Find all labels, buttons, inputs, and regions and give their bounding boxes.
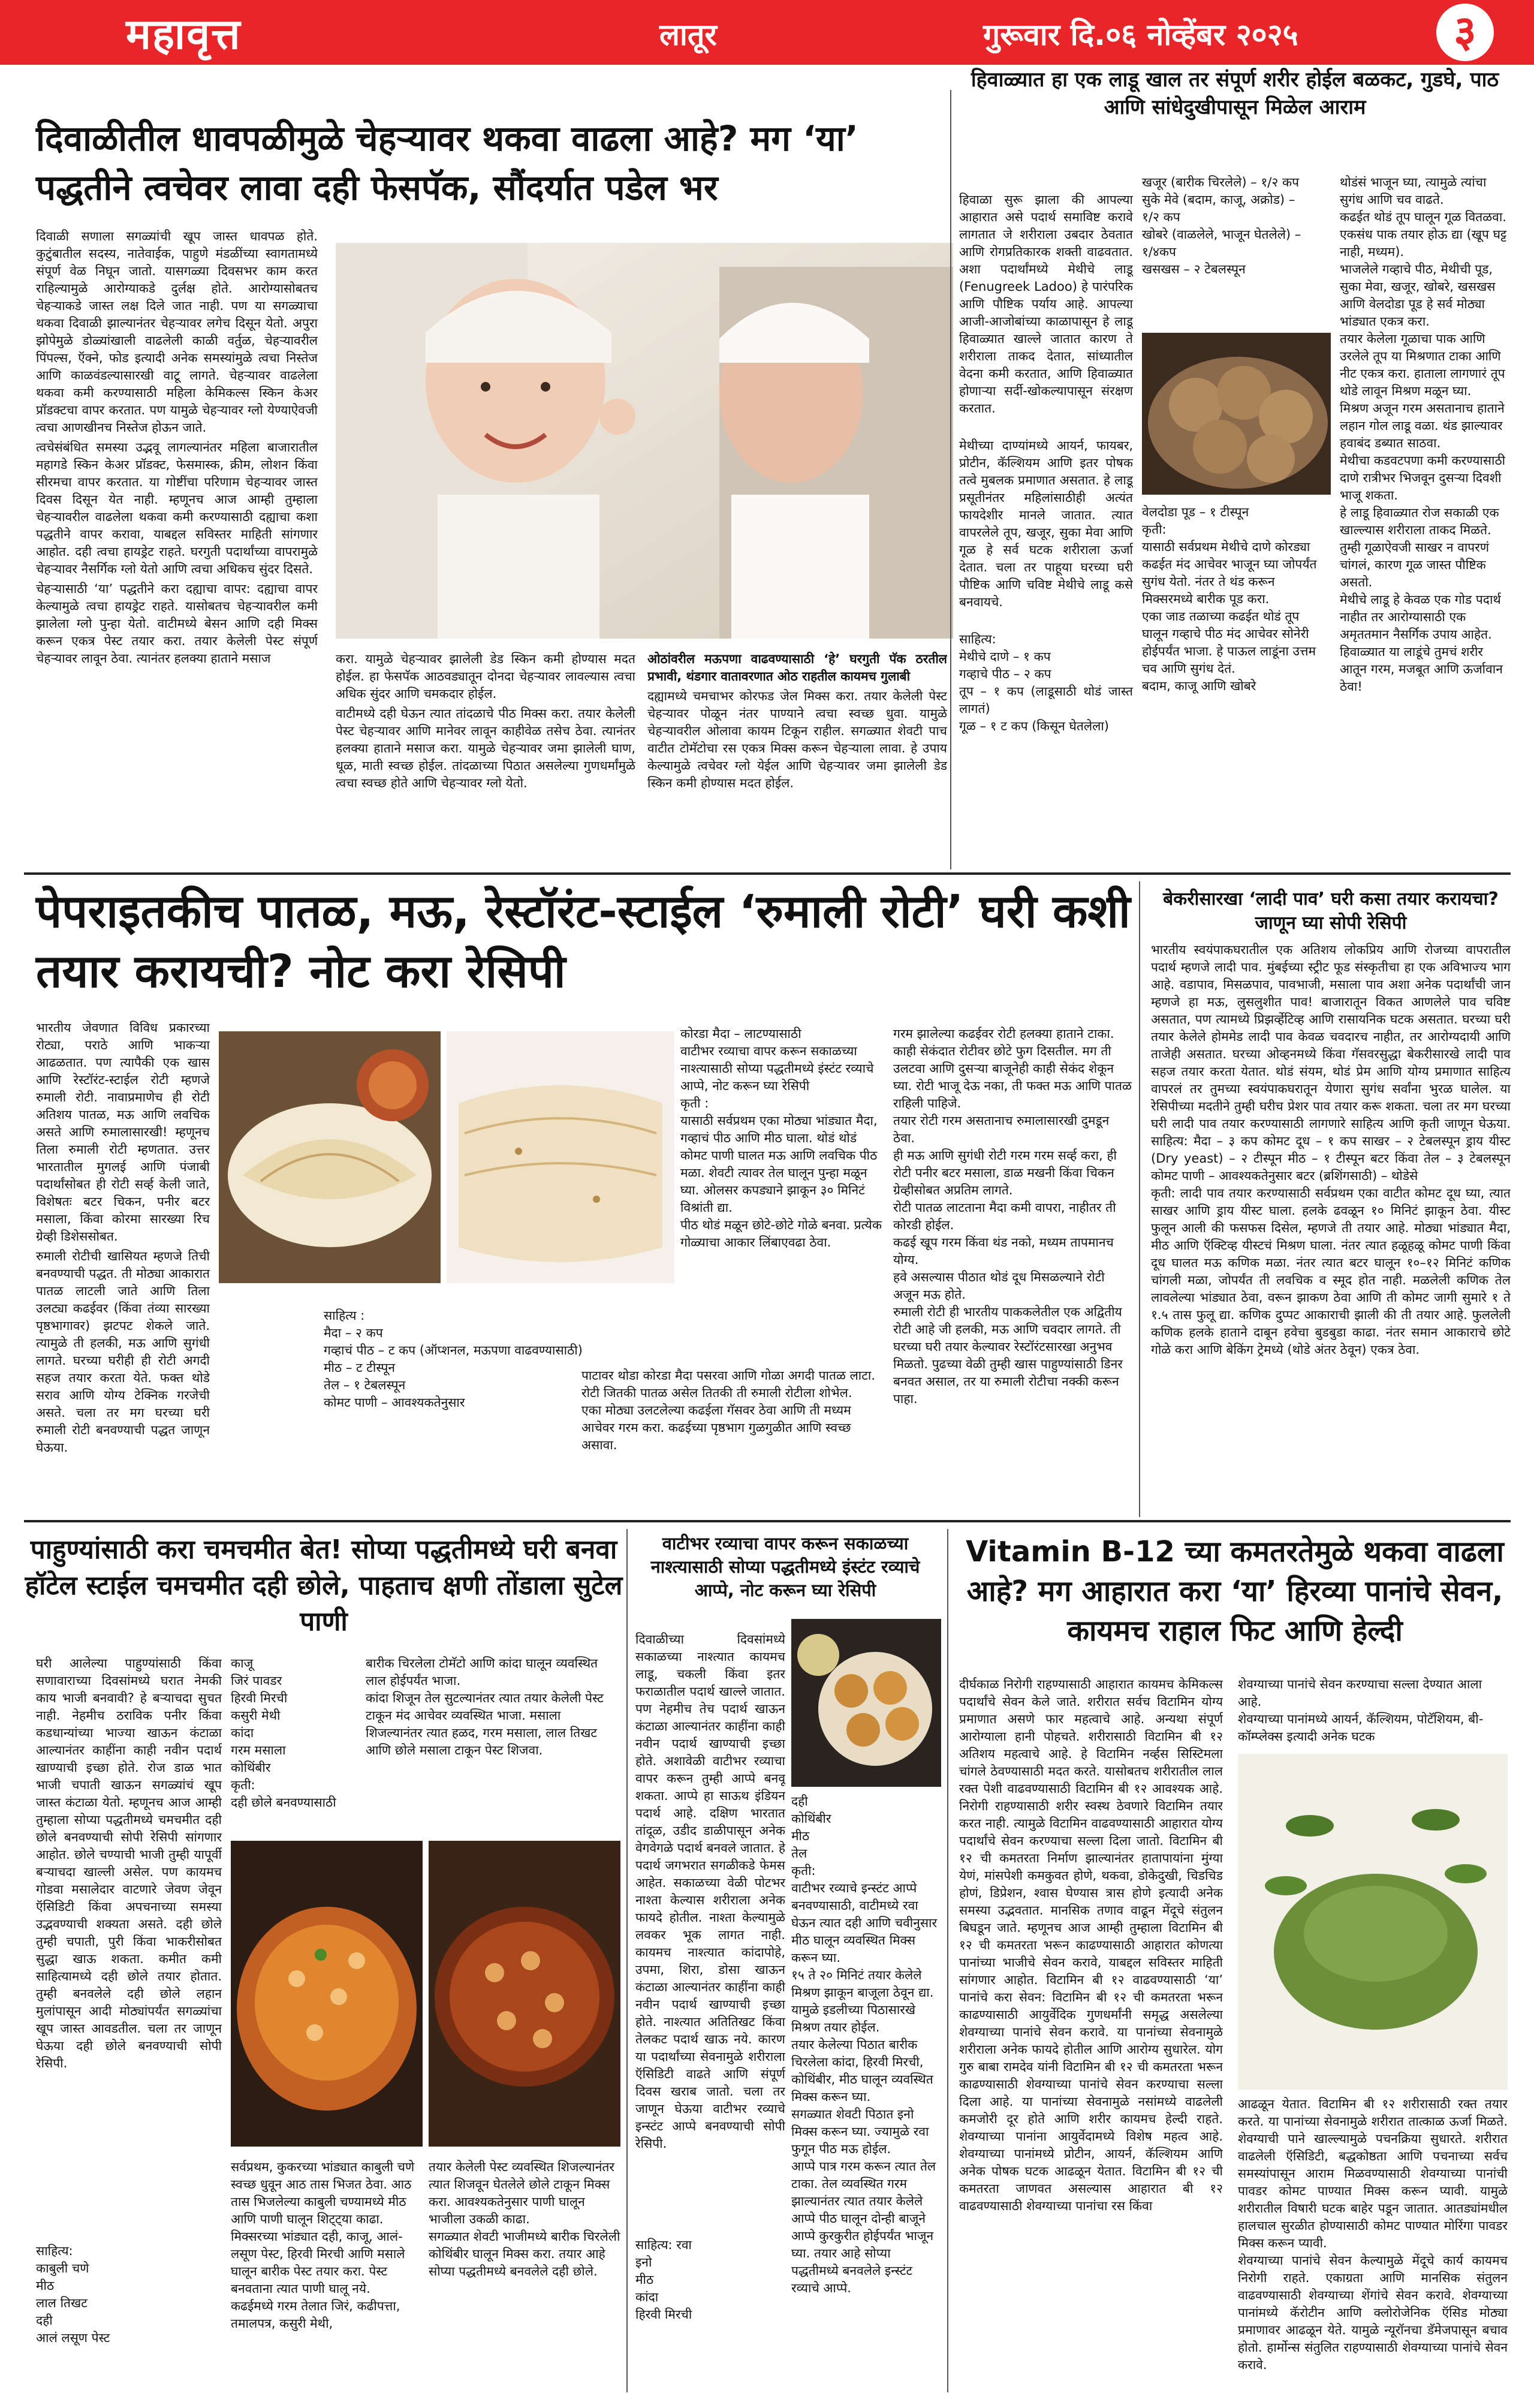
story4-body: भारतीय स्वयंपाकघरातील एक अतिशय लोकप्रिय आणि रोजच्या वापरातील पदार्थ म्हणजे लादी पाव. मुंबईच्या स्ट्रीट फूड संस्कृतीचा हा एक अविभाज्य भाग आहे. वडापाव, मिसळपाव, पावभाजी, मसाला पाव अशा अनेक पदार्थांची जान म्हणजे हा मऊ, लुसलुशीत पाव! बाजारातून विकत आणलेले पाव चविष्ट असतात, पण त्यामध्ये प्रिझर्व्हेटिव्ह आणि रासायनिक घटक असतात. घरच्या घरी तयार केलेले होममेड लादी पाव केवळ चवदारच नाहीत, तर आरोग्यदायी आणि ताजेही असतात. घरच्या ओव्हनमध्ये किंवा गॅसवरसुद्धा बेकरीसारखे लादी पाव सहज तयार करता येतात. थोडं संयम, थोडं प्रेम आणि योग्य प्रमाणात साहित्य वापरलं तर तुमच्या स्वयंपाकघरातून येणारा सुगंध सर्वांना भुरळ घालेल. या रेसिपीच्या मदतीने तुम्ही घरीच प्रेशर पाव तयार करू शकता. चला तर मग घरच्या घरी लादी पाव तयार करण्यासाठी लागणारे साहित्य आणि कृती जाणून घेऊया. साहित्य: मैदा – ३ कप कोमट दूध – १ कप साखर – २ टेबलस्पून ड्राय यीस्ट (Dry yeast) – २ टीस्पून मीठ – १ टीस्पून बटर किंवा तेल – ३ टेबलस्पून कोमट पाणी – आवश्यकतेनुसार बटर (ब्रशिंगसाठी) – थोडेसे कृती: लादी पाव तयार करण्यासाठी सर्वप्रथम एका वाटीत कोमट दूध घ्या, त्यात साखर आणि ड्राय यीस्ट घाला. हलके ढवळून १० मिनिटं झाकून ठेवा. यीस्ट फुलून आली की फसफस दिसेल, म्हणजे ती तयार आहे. मोठ्या भांड्यात मैदा, मीठ आणि ऍक्टिव्ह यीस्टचं मिश्रण घाला. नंतर त्यात हळूहळू कोमट पाणी किंवा दूध घालत मऊ कणिक मळा. नंतर त्यात बटर घालून १०–१२ मिनिटं कणिक चांगली मळा, जोपर्यंत ती लवचिक व स्मूद होत नाही. मळलेली कणिक तेल लावलेल्या भांड्यात ठेवा, वरून झाकण ठेवा आणि ती कोमट जागी सुमारे १ ते १.५ तास फुलू द्या. कणिक दुप्पट आकाराची झाली की ती तयार आहे. फुललेली कणिक हलके हाताने दाबून हवेचा बुडबुडा काढा. नंतर समान आकाराचे छोटे गोळे करा आणि बेकिंग ट्रेमध्ये (थोडे अंतर ठेवून) एकत्र ठेवा. [1151,943,1511,1357]
story1-headline: दिवाळीतील धावपळीमुळे चेहऱ्यावर थकवा वाढला आहे? मग ‘या’ पद्धतीने त्वचेवर लावा दही फेसपॅक, सौंदर्यात पडेल भर [36,118,858,208]
story1-photo-woman-facepack [336,243,953,639]
story7-headline: Vitamin B-12 च्या कमतरतेमुळे थकवा वाढला आहे? मग आहारात करा ‘या’ हिरव्या पानांचे सेवन, कायमच राहाल फिट आणि हेल्दी [966,1535,1504,1648]
story3-photo-rumali-roti-plate [219,1031,441,1283]
story2-headline: हिवाळ्यात हा एक लाडू खाल तर संपूर्ण शरीर होईल बळकट, गुडघे, पाठ आणि सांधेदुखीपासून मिळेल आराम [971,68,1499,119]
story1-body-col1: दिवाळी सणाला सगळ्यांची खूप जास्त धावपळ होते. कुटुंबातील सदस्य, नातेवाईक, पाहुणे मंडळींच्या स्वागतामध्ये संपूर्ण वेळ निघून जातो. यासगळ्या दिवसभर काम करत राहिल्यामुळे आरोग्याकडे दुर्लक्ष होते. आरोग्यासोबतच चेहऱ्याकडे जास्त लक्ष दिले जात नाही. पण या सगळ्याचा थकवा दिवाळी झाल्यानंतर चेहऱ्यावर लगेच दिसून येतो. अपुरा झोपेमुळे डोळ्यांखाली वाढलेली काळी वर्तुळ, चेहऱ्यावरील पिंपल्स, ऍक्ने, फोड इत्यादी अनेक समस्यांमुळे त्वचा निस्तेज आणि काळवंडल्यासारखी वाटू लागते. चेहऱ्यावर वाढलेला थकवा कमी करण्यासाठी महिला केमिकल्स स्किन केअर प्रॉडक्टचा वापर करतात. पण यामुळे चेहऱ्यावर ग्लो येण्याऐवजी त्वचा आणखीनच निस्तेज होऊन जाते. त्वचेसंबंधित समस्या उद्भवू लागल्यानंतर महिला बाजारातील महागडे स्किन केअर प्रॉडक्ट, फेसमास्क, क्रीम, लोशन किंवा सीरमचा वापर करतात. या गोष्टींचा परिणाम चेहऱ्यावर जास्त दिवस दिसून येत नाही. म्हणूनच आज आम्ही तुम्हाला चेहऱ्यावरील वाढलेला थकवा कमी करण्यासाठी दह्याचा कशा पद्धतीने वापर करावा, याबद्दल सविस्तर माहिती सांगणार आहोत. दही त्वचा हायड्रेट राहते. घरगुती पदार्थांच्या वापरामुळे चेहऱ्यावर नैसर्गिक ग्लो येतो आणि त्वचा अधिकच सुंदर दिसते. चेहऱ्यासाठी ‘या’ पद्धतीने करा दह्याचा वापर: दह्याचा वापर केल्यामुळे त्वचा हायड्रेट राहते. यासोबतच चेहऱ्यावरील कमी झालेला ग्लो पुन्हा येतो. वाटीमध्ये बेसन आणि दही मिक्स करून एकत्र पेस्ट तयार करा. तयार केलेली पेस्ट संपूर्ण चेहऱ्यावर लावून ठेवा. त्यानंतर हलक्या हाताने मसाज [36,229,318,666]
story5-body-col3b: तयार केलेली पेस्ट व्यवस्थित शिजल्यानंतर त्यात शिजवून घेतलेले छोले टाकून मिक्स करा. आवश्यकतेनुसार पाणी घालून भाजीला उकळी काढा. सगळ्यात शेवटी भाजीमध्ये बारीक चिरलेली कोथिंबीर घालून मिक्स करा. तयार आहे सोप्या पद्धतीमध्ये बनवलेले दही छोले. [429,2160,620,2278]
story5-headline: पाहुण्यांसाठी करा चमचमीत बेत! सोप्या पद्धतीमध्ये घरी बनवा हॉटेल स्टाईल चमचमीत दही छोले, पाहताच क्षणी तोंडाला सुटेल पाणी [25,1534,623,1637]
story3-body-col2b: पाटावर थोडा कोरडा मैदा पसरवा आणि गोळा अगदी पातळ लाटा. रोटी जितकी पातळ असेल तितकी ती रुमाली रोटीला शोभेल. एका मोठ्या उलटलेल्या कढईला गॅसवर ठेवा आणि ती मध्यम आचेवर गरम करा. कढईच्या पृष्ठभाग गुळगुळीत आणि स्वच्छ असावा. [581,1368,875,1452]
story5-body-col2b: सर्वप्रथम, कुकरच्या भांड्यात काबुली चणे स्वच्छ धुवून आठ तास भिजत ठेवा. आठ तास भिजलेल्या काबुली चण्यामध्ये मीठ आणि पाणी घालून शिट्ट्या काढा. मिक्सरच्या भांड्यात दही, काजू, आलं-लसूण पेस्ट, हिरवी मिरची आणि मसाले घालून बारीक पेस्ट तयार करा. पेस्ट बनवताना त्यात पाणी घालू नये. कढईमध्ये गरम तेलात जिरं, कढीपत्ता, तमालपत्र, कसुरी मेथी, [231,2160,415,2331]
story3-headline: पेपराइतकीच पातळ, मऊ, रेस्टॉरंट-स्टाईल ‘रुमाली रोटी’ घरी कशी तयार करायची? नोट करा रेसिपी [36,884,1131,998]
story3-body-col3: गरम झालेल्या कढईवर रोटी हलक्या हाताने टाका. काही सेकंदात रोटीवर छोटे फुग दिसतील. मग ती उलटवा आणि दुसऱ्या बाजूनेही काही सेकंद शेकून घ्या. रोटी भाजू देऊ नका, ती फक्त मऊ आणि पातळ राहिली पाहिजे. तयार रोटी गरम असतानाच रुमालासारखी दुमडून ठेवा. ही मऊ आणि सुगंधी रोटी गरम गरम सर्व्ह करा, ही रोटी पनीर बटर मसाला, डाळ मखनी किंवा चिकन ग्रेव्हीसोबत अप्रतिम लागते. रोटी पातळ लाटताना मैदा कमी वापरा, नाहीतर ती कोरडी होईल. कढई खूप गरम किंवा थंड नको, मध्यम तापमानच योग्य. हवे असल्यास पीठात थोडं दूध मिसळल्याने रोटी अजून मऊ होते. रुमाली रोटी ही भारतीय पाककलेतील एक अद्वितीय रोटी आहे जी हलकी, मऊ आणि चवदार लागते. ती घरच्या घरी तयार केल्यावर रेस्टॉरंटसारखा अनुभव मिळतो. पुढच्या वेळी तुम्ही खास पाहुण्यांसाठी डिनर बनवत असाल, तर या रुमाली रोटीचा नक्की करून पाहा. [893,1027,1132,1406]
story1-body-col2: करा. यामुळे चेहऱ्यावर झालेली डेड स्किन कमी होण्यास मदत होईल. हा फेसपॅक आठवड्यातून दोनदा चेहऱ्यावर लावल्यास त्वचा अधिक सुंदर आणि चमकदार होईल. वाटीमध्ये दही घेऊन त्यात तांदळाचे पीठ मिक्स करा. तयार केलेली पेस्ट चेहऱ्यावर आणि मानेवर लावून काहीवेळ तसेच ठेवा. त्यानंतर हलक्या हाताने मसाज करा. यामुळे चेहऱ्यावर जमा झालेली घाण, धूळ, माती स्वच्छ होईल. तांदळाच्या पिठात असलेल्या गुणधर्मांमुळे त्वचा स्वच्छ होते आणि चेहऱ्यावर ग्लो येतो. [336,652,635,790]
story5-ingredients: साहित्य: काबुली चणे मीठ लाल तिखट दही आलं लसूण पेस्ट [36,2244,110,2345]
story7-body-col2: शेवग्याच्या पानांचे सेवन करण्याचा सल्ला देण्यात आला आहे. शेवग्याच्या पानांमध्ये आयर्न, कॅल्शियम, पोटॅशियम, बी- कॉम्प्लेक्स इत्यादी अनेक घटक [1238,1677,1484,1744]
story2-photo-methi-ladoo [1142,333,1331,495]
story5-photo-dahi-chole-bowl [231,1841,423,2147]
story6-ingredients: साहित्य: रवा इनो मीठ कांदा हिरवी मिरची [635,2238,692,2322]
story2-body-col3: थोडंसं भाजून घ्या, त्यामुळे त्यांचा सुगंध आणि चव वाढते. कढईत थोडं तूप घालून गूळ वितळवा. एकसंध पाक तयार होऊ द्या (खूप घट्ट नाही, मध्यम). भाजलेले गव्हाचे पीठ, मेथीची पूड, सुका मेवा, खजूर, खोबरे, खसखस आणि वेलदोडा पूड हे सर्व मोठ्या भांड्यात एकत्र करा. तयार केलेला गूळाचा पाक आणि उरलेले तूप या मिश्रणात टाका आणि नीट एकत्र करा. हाताला लागणारं तूप थोडे लावून मिश्रण मळून घ्या. मिश्रण अजून गरम असतानाच हाताने लहान गोल लाडू वळा. थंड झाल्यावर हवाबंद डब्यात साठवा. मेथीचा कडवटपणा कमी करण्यासाठी दाणे रात्रीभर भिजवून दुसऱ्या दिवशी भाजू शकता. हे लाडू हिवाळ्यात रोज सकाळी एक खाल्ल्यास शरीराला ताकद मिळते. तुम्ही गूळाऐवजी साखर न वापरणं चांगलं, कारण गूळ जास्त पौष्टिक असतो. मेथीचे लाडू हे केवळ एक गोड पदार्थ नाहीत तर आरोग्यासाठी एक अमृततमान नैसर्गिक उपाय आहेत. हिवाळ्यात या लाडूंचे तुमचं शरीर आतून गरम, मजबूत आणि ऊर्जावान ठेवा! [1340,175,1507,694]
section-divider [24,1520,1511,1522]
story6-body-col2: दही कोथिंबीर मीठ तेल कृती: वाटीभर रव्याचे इन्स्टंट आप्पे बनवण्यासाठी, वाटीमध्ये रवा घेऊन त्यात दही आणि चवीनुसार मीठ घालून व्यवस्थित मिक्स करून घ्या. १५ ते २० मिनिटं तयार केलेले मिश्रण झाकून बाजूला ठेवून द्या. यामुळे इडलीच्या पिठासारखे मिश्रण तयार होईल. तयार केलेल्या पिठात बारीक चिरलेला कांदा, हिरवी मिरची, कोथिंबीर, मीठ घालून व्यवस्थित मिक्स करून घ्या. सगळ्यात शेवटी पिठात इनो मिक्स करून घ्या. ज्यामुळे रवा फुगून पीठ मऊ होईल. आप्पे पात्र गरम करून त्यात तेल टाका. तेल व्यवस्थित गरम झाल्यानंतर त्यात तयार केलेले आप्पे पीठ घालून दोन्ही बाजूने आप्पे कुरकुरीत होईपर्यंत भाजून घ्या. तयार आहे सोप्या पद्धतीमध्ये बनवलेले इन्स्टंट रव्याचे आप्पे. [791,1794,938,2295]
page-number-badge: ३ [1433,0,1497,65]
column-divider [1139,881,1140,1517]
column-divider [947,1529,948,2392]
story3-body-col2: कोरडा मैदा – लाटण्यासाठी वाटीभर रव्याचा वापर करून सकाळच्या नाश्त्यासाठी सोप्या पद्धतीमध्ये इंस्टंट रव्याचे आप्पे, नोट करून घ्या रेसिपी कृती : यासाठी सर्वप्रथम एका मोठ्या भांड्यात मैदा, गव्हाचं पीठ आणि मीठ घाला. थोडं थोडं कोमट पाणी घालत मऊ आणि लवचिक पीठ मळा. शेवटी त्यावर तेल घालून पुन्हा मळून घ्या. ओलसर कपड्याने झाकून ३० मिनिटं विश्रांती द्या. पीठ थोडं मळून छोटे-छोटे गोळे बनवा. प्रत्येक गोळ्याचा आकार लिंबाएवढा ठेवा. [680,1027,882,1250]
story5-ingredients-2: काजू जिरं पावडर हिरवी मिरची कसुरी मेथी कांदा गरम मसाला कोथिंबीर कृती: दही छोले बनवण्यासाठी [231,1656,336,1810]
story5-body-col1: घरी आलेल्या पाहुण्यांसाठी किंवा सणावाराच्या दिवसांमध्ये घरात नेमकी काय भाजी बनवावी? हे बऱ्याचदा सुचत नाही. नेहमीच ठराविक पनीर किंवा कडधान्यांच्या भाज्या खाऊन कंटाळा आल्यानंतर काहींना काही नवीन पदार्थ खाण्याची इच्छा होते. रोज डाळ भात भाजी चपाती खाऊन सगळ्यांचं खूप जास्त कंटाळा येतो. म्हणूनच आज आम्ही तुम्हाला सोप्या पद्धतीमध्ये चमचमीत दही छोले बनवण्याची सोपी रेसिपी सांगणार आहोत. छोले चण्याची भाजी तुम्ही यापूर्वी बऱ्याचदा खाल्ली असेल. पण कायमच गोडवा मसालेदार वाटणारे जेवण जेवून ऍसिडिटी किंवा अपचनाच्या समस्या उद्भवण्याची शक्यता असते. दही छोले तुम्ही चपाती, पुरी किंवा भाकरीसोबत सुद्धा खाऊ शकता. कमीत कमी साहित्यामध्ये दही छोले तयार होतात. तुम्ही बनवलेले दही छोले लहान मुलांपासून आदी मोठ्यांपर्यंत सगळ्यांचा खूप जास्त आवडतील. चला तर जाणून घेऊया दही छोले बनवण्याची सोपी रेसिपी. [36,1656,222,2070]
masthead-city: लातूर [659,17,717,52]
story3-photo-rumali-roti-folded [447,1031,674,1283]
story1-body-col3: ओठांवरील मऊपणा वाढवण्यासाठी ‘हे’ घरगुती पॅक ठरतील प्रभावी, थंडगार वातावरणात ओठ राहतील कायमच गुलाबी दह्यामध्ये चमचाभर कोरफड जेल मिक्स करा. तयार केलेली पेस्ट चेहऱ्यावर पोळून नंतर पाण्याने त्वचा स्वच्छ धुवा. यामुळे चेहऱ्यावरील ओलावा कायम टिकून राहील. सगळ्यात शेवटी पाच वाटीत टोमॅटोचा रस एकत्र मिक्स करून चेहऱ्याला लावा. हे उपाय केल्यामुळे त्वचेवर ग्लो येईल आणि चेहऱ्यावर जमा झालेली डेड स्किन कमी होण्यास मदत होईल. [647,652,947,790]
story3-body-col1: भारतीय जेवणात विविध प्रकारच्या रोट्या, पराठे आणि भाकऱ्या आढळतात. पण त्यापैकी एक खास आणि रेस्टॉरंट-स्टाईल रोटी म्हणजे रुमाली रोटी. नावाप्रमाणेच ही रोटी अतिशय पातळ, मऊ आणि लवचिक असते आणि रुमालासारखी! म्हणूनच तिला रुमाली रोटी म्हणतात. उत्तर भारतातील मुगलई आणि पंजाबी पदार्थांसोबत ही रोटी सर्व्ह केली जाते, विशेषतः बटर चिकन, पनीर बटर मसाला, किंवा कोरमा सारख्या रिच ग्रेव्ही डिशेससोबत. रुमाली रोटीची खासियत म्हणजे तिची बनवण्याची पद्धत. ती मोठ्या आकारात पातळ लाटली जाते आणि तिला उलट्या कढईवर (किंवा तंव्या सारख्या पृष्ठभागावर) झटपट शेकले जाते. त्यामुळे ती हलकी, मऊ आणि सुगंधी लागते. घरच्या घरीही ही रोटी अगदी सहज तयार करता येते. फक्त थोडे सराव आणि योग्य टेक्निक गरजेची असते. चला तर मग घरच्या घरी रुमाली रोटी बनवण्याची पद्धत जाणून घेऊया. [36,1021,210,1455]
story3-ingredients: साहित्य : मैदा – २ कप गव्हाचं पीठ – ट कप (ऑप्शनल, मऊपणा वाढवण्यासाठी) मीठ – ट टीस्पून तेल – १ टेबलस्पून कोमट पाणी – आवश्यकतेनुसार [324,1308,583,1410]
column-divider [950,90,951,869]
story5-body-col3: बारीक चिरलेला टोमॅटो आणि कांदा घालून व्यवस्थित लाल होईपर्यंत भाजा. कांदा शिजून तेल सुटल्यानंतर त्यात तयार केलेली पेस्ट टाकून मंद आचेवर व्यवस्थित भाजा. मसाला शिजल्यानंतर त्यात हळद, गरम मसाला, लाल तिखट आणि छोले मसाला टाकून पेस्ट शिजवा. [366,1656,604,1757]
story7-body-col1: दीर्घकाळ निरोगी राहण्यासाठी आहारात कायमच केमिकल्स पदार्थांचे सेवन केले जाते. शरीरात सर्वच विटामिन योग्य प्रमाणात असणे फार महत्वाचे आहे. अन्यथा संपूर्ण आरोग्याला हानी पोहचते. शरीरासाठी विटामिन बी १२ अतिशय महत्वाचे आहे. हे विटामिन नर्व्हस सिस्टिमला चांगले ठेवण्यासाठी मदत करते. यासोबतच शरीरातील लाल रक्त पेशी वाढवण्यासाठी विटामिन बी १२ आवश्यक आहे. निरोगी राहण्यासाठी शरीर स्वस्थ ठेवणारे विटामिन तयार करत नाही. त्यामुळे विटामिन वाढवण्यासाठी आहारात योग्य पदार्थांचे सेवन करण्याचा सल्ला दिला जातो. विटामिन बी १२ ची कमतरता निर्माण झाल्यानंतर हातापायांना मुंग्या येणं, मांसपेशी कमकुवत होणे, थकवा, डोकेदुखी, चिडचिड होणं, डिप्रेशन, श्वास घेण्यास त्रास होणे इत्यादी अनेक समस्या उद्भवतात. मानसिक तणाव वाढून मेंदूचे संतुलन बिघडून जाते. म्हणूनच आज आम्ही तुम्हाला विटामिन बी १२ ची कमतरता भरून काढण्यासाठी आहारात कोणत्या पानांच्या भाजीचे सेवन करावे, याबद्दल सविस्तर माहिती सांगणार आहोत. विटामिन बी १२ वाढवण्यासाठी ‘या’ पानांचे करा सेवन: विटामिन बी १२ ची कमतरता भरून काढण्यासाठी आयुर्वेदिक गुणधर्मांनी समृद्ध असलेल्या शेवग्याच्या पानांचे सेवन करावे. या पानांच्या सेवनामुळे शरीराला अनेक फायदे होतील आणि आरोग्य सुधारेल. योग गुरु बाबा रामदेव यांनी विटामिन बी १२ ची कमतरता भरून काढण्यासाठी शेवग्याच्या पानांचे सेवन करण्याचा सल्ला दिला आहे. या पानांच्या सेवनामुळे नसांमध्ये वाढलेली कमजोरी दूर होते आणि शरीर कायमच हेल्दी राहते. शेवग्याच्या पानांना आयुर्वेदामध्ये विशेष महत्व आहे. शेवग्याच्या पानांमध्ये प्रोटीन, आयर्न, कॅल्शियम आणि अनेक पोषक घटक आढळून येतात. विटामिन बी १२ ची कमतरता जाणवत असल्यास आहारात बी १२ वाढवण्यासाठी शेवग्याच्या पानांचा रस किंवा [959,1677,1223,2213]
story5-photo-chole-pan [429,1841,620,2147]
masthead-date: गुरूवार दि.०६ नोव्हेंबर २०२५ [983,17,1298,52]
story2-body-col1: हिवाळा सुरू झाला की आपल्या आहारात असे पदार्थ समाविष्ट करावे लागतात जे शरीराला उबदार ठेवतात आणि रोगप्रतिकारक शक्ती वाढवतात. अशा पदार्थांमध्ये मेथीचे लाडू (Fenugreek Ladoo) हे पारंपरिक आणि पौष्टिक पर्याय आहे. आपल्या आजी-आजोबांच्या काळापासून हे लाडू हिवाळ्यात खाल्ले जातात कारण ते शरीराला ताकद देतात, सांध्यातील वेदना कमी करतात, आणि हिवाळ्यात होणाऱ्या सर्दी-खोकल्यापासून संरक्षण करतात. मेथीच्या दाण्यांमध्ये आयर्न, फायबर, प्रोटीन, कॅल्शियम आणि इतर पोषक तत्वे मुबलक प्रमाणात असतात. हे लाडू प्रसूतीनंतर महिलांसाठीही अत्यंत फायदेशीर मानले जातात. त्यात वापरलेले तूप, खजूर, सुका मेवा आणि गूळ हे सर्व घटक शरीराला ऊर्जा देतात. चला तर पाहूया घरच्या घरी पौष्टिक आणि चविष्ट मेथीचे लाडू कसे बनवायचे. साहित्य: मेथीचे दाणे – १ कप गव्हाचे पीठ – २ कप तूप – १ कप (लाडूसाठी थोडं जास्त लागतं) गूळ – १ ट कप (किसून घेतलेला) [959,192,1133,733]
story6-headline: वाटीभर रव्याचा वापर करून सकाळच्या नाश्त्यासाठी सोप्या पद्धतीमध्ये इंस्टंट रव्याचे आप्पे, नोट करून घ्या रेसिपी [650,1533,920,1600]
story7-body-col2b: आढळून येतात. विटामिन बी १२ शरीरासाठी रक्त तयार करते. या पानांच्या सेवनामुळे शरीरात तात्काळ ऊर्जा मिळते. शेवग्याची पाने खाल्ल्यामुळे पचनक्रिया सुधारते. शरीरात वाढलेली ऍसिडिटी, बद्धकोष्ठता आणि पचनाच्या सर्वच समस्यांपासून आराम मिळवण्यासाठी शेवग्याच्या पानांची पावडर कोमट पाण्यात मिक्स करून प्यावी. यामुळे शरीरातील विषारी घटक बाहेर पडून जातात. आतड्यांमधील हालचाल सुरळीत होण्यासाठी कोमट पाण्यात मोरिंगा पावडर मिक्स करून प्यावी. शेवग्याच्या पानांचे सेवन केल्यामुळे मेंदूचे कार्य कायमच निरोगी राहते. एकाग्रता आणि मानसिक संतुलन वाढवण्यासाठी शेवग्याच्या शेंगांचे सेवन करावे. शेवग्याच्या पानांमध्ये कॅरोटीन आणि क्लोरोजेनिक ऍसिड मोठ्या प्रमाणावर आढळून येते. यामुळे न्यूरॉनचा डॅमेजपासून बचाव होतो. हार्मोन्स संतुलित राहण्यासाठी शेवग्याच्या पानांचे सेवन करावे. [1238,2097,1508,2372]
story7-photo-moringa-leaves [1238,1754,1508,2090]
story4-headline: बेकरीसारखा ‘लादी पाव’ घरी कसा तयार करायचा? जाणून घ्या सोपी रेसिपी [1163,889,1499,934]
story6-photo-rava-appe [791,1619,941,1787]
story2-body-col2-ingredients: खजूर (बारीक चिरलेले) – १/२ कप सुके मेवे (बदाम, काजू, अक्रोड) – १/२ कप खोबरे (वाळलेले, भाजून घेतलेले) – १/४कप खसखस – २ टेबलस्पून [1142,175,1301,276]
section-divider [24,872,1511,875]
story6-body-col1: दिवाळीच्या दिवसांमध्ये सकाळच्या नाश्त्यात कायमच लाडू, चकली किंवा इतर फराळातील पदार्थ खाल्ले जातात. पण नेहमीच तेच पदार्थ खाऊन कंटाळा आल्यानंतर काहींना काही नवीन पदार्थ खाण्याची इच्छा होते. अशावेळी वाटीभर रव्याचा वापर करून तुम्ही आप्पे बनवू शकता. आप्पे हा साऊथ इंडियन पदार्थ आहे. दक्षिण भारतात तांदूळ, उडीद डाळीपासून अनेक वेगवेगळे पदार्थ बनवले जातात. हे पदार्थ जगभरात सगळीकडे फेमस आहेत. सकाळच्या वेळी पोटभर नाश्ता केल्यास शरीराला अनेक फायदे होतील. नाश्ता केल्यामुळे लवकर भूक लागत नाही. कायमच नाश्त्यात कांदापोहे, उपमा, शिरा, डोसा खाऊन कंटाळा आल्यानंतर काहींना काही नवीन पदार्थ खाण्याची इच्छा होते. नाश्त्यात अतितिखट किंवा तेलकट पदार्थ खाऊ नये. कारण या पदार्थांच्या सेवनामुळे शरीराला ऍसिडिटी वाढते आणि संपूर्ण दिवस खराब जातो. चला तर जाणून घेऊया वाटीभर रव्याचे इन्स्टंट आप्पे बनवण्याची सोपी रेसिपी. [635,1632,785,2151]
column-divider [626,1529,628,2392]
story2-body-col2-method: वेलदोडा पूड – १ टीस्पून कृती: यासाठी सर्वप्रथम मेथीचे दाणे कोरड्या कढईत मंद आचेवर भाजून घ्या जोपर्यंत सुगंध येतो. नंतर ते थंड करून मिक्सरमध्ये बारीक पूड करा. एका जाड तळाच्या कढईत थोडं तूप घालून गव्हाचे पीठ मंद आचेवर सोनेरी होईपर्यंत भाजा. हे पाऊल लाडूंना उत्तम चव आणि सुगंध देतं. बदाम, काजू आणि खोबरे [1142,505,1317,693]
masthead-title: महावृत्त [126,10,242,59]
